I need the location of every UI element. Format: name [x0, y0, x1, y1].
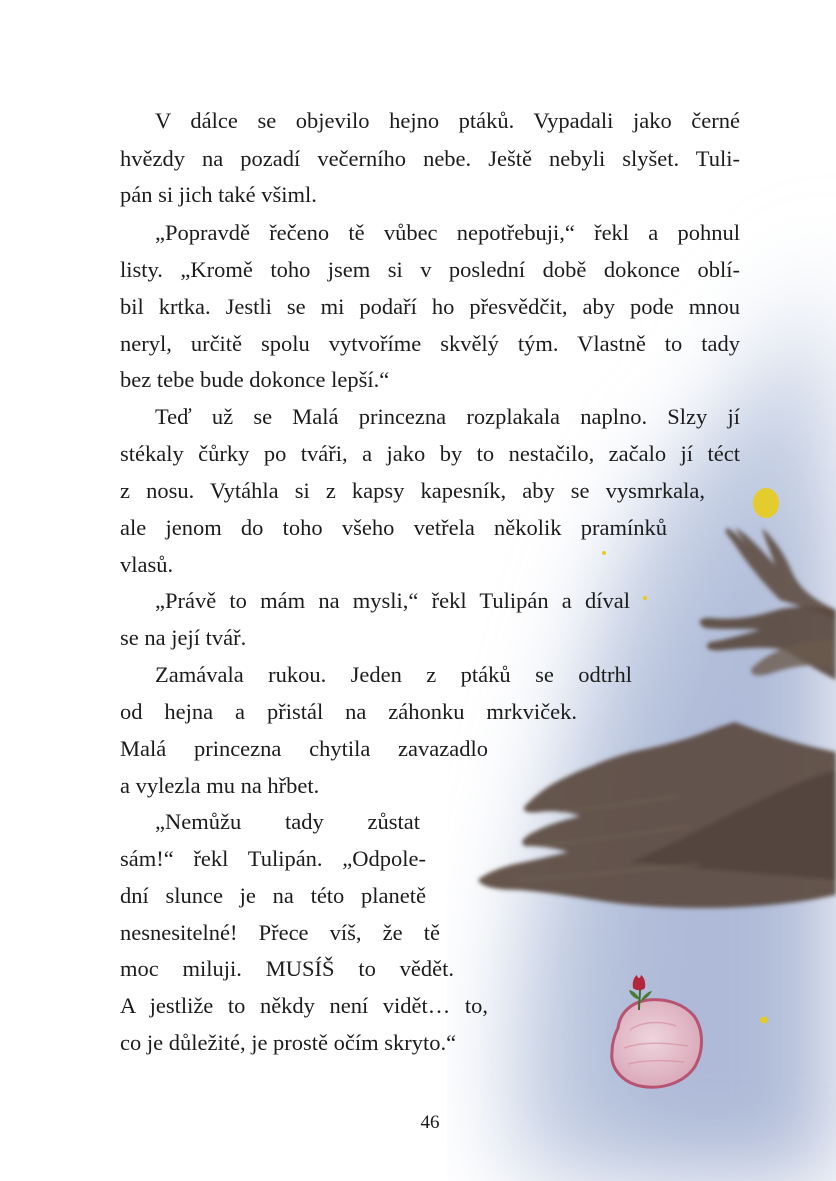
text-line: „Popravdě řečeno tě vůbec nepotřebuji,“ řekl a pohnul: [155, 220, 740, 245]
text-line: z nosu. Vytáhla si z kapsy kapesník, aby se vysmrkala,: [120, 478, 705, 503]
text-line: Teď už se Malá princezna rozplakala naplno. Slzy jí: [155, 404, 740, 429]
text-line: sám!“ řekl Tulipán. „Odpole-: [120, 846, 426, 871]
text-line: bil krtka. Jestli se mi podaří ho přesvědčit, aby pode mnou: [120, 294, 740, 319]
text-line: V dálce se objevilo hejno ptáků. Vypadali jako černé: [155, 108, 740, 133]
text-line: a vylezla mu na hřbet.: [120, 773, 320, 798]
text-line: neryl, určitě spolu vytvoříme skvělý tým. Vlastně to tady: [120, 331, 740, 356]
text-line: co je důležité, je prostě očím skryto.“: [120, 1030, 457, 1055]
text-line: hvězdy na pozadí večerního nebe. Ještě nebyli slyšet. Tuli-: [120, 146, 740, 171]
text-line: nesnesitelné! Přece víš, že tě: [120, 920, 440, 945]
bird-body: [478, 722, 836, 908]
small-planet: [612, 1000, 702, 1088]
text-line: A jestliže to někdy není vidět… to,: [120, 993, 488, 1018]
text-line: moc miluji. MUSÍŠ to vědět.: [120, 956, 454, 981]
page-number: 46: [420, 1112, 440, 1133]
text-line: vlasů.: [120, 552, 174, 577]
text-line: listy. „Kromě toho jsem si v poslední době dokonce oblí-: [120, 257, 740, 282]
text-line: pán si jich také všiml.: [120, 182, 317, 207]
text-line: „Právě to mám na mysli,“ řekl Tulipán a díval: [155, 588, 630, 613]
text-line: se na její tvář.: [120, 625, 247, 650]
text-line: ale jenom do toho všeho vetřela několik pramínků: [120, 515, 667, 540]
text-line: od hejna a přistál na záhonku mrkviček.: [120, 699, 577, 724]
text-line: dní slunce je na této planetě: [120, 883, 426, 908]
yellow-star-small: [760, 1017, 768, 1024]
text-line: bez tebe bude dokonce lepší.“: [120, 367, 390, 392]
yellow-star-large: [753, 488, 779, 518]
text-line: Malá princezna chytila zavazadlo: [120, 736, 488, 761]
text-line: „Nemůžu tady zůstat: [155, 809, 420, 834]
yellow-dot: [643, 596, 647, 600]
text-line: stékaly čůrky po tváři, a jako by to nestačilo, začalo jí téct: [120, 441, 740, 466]
text-line: Zamávala rukou. Jeden z ptáků se odtrhl: [155, 662, 632, 687]
